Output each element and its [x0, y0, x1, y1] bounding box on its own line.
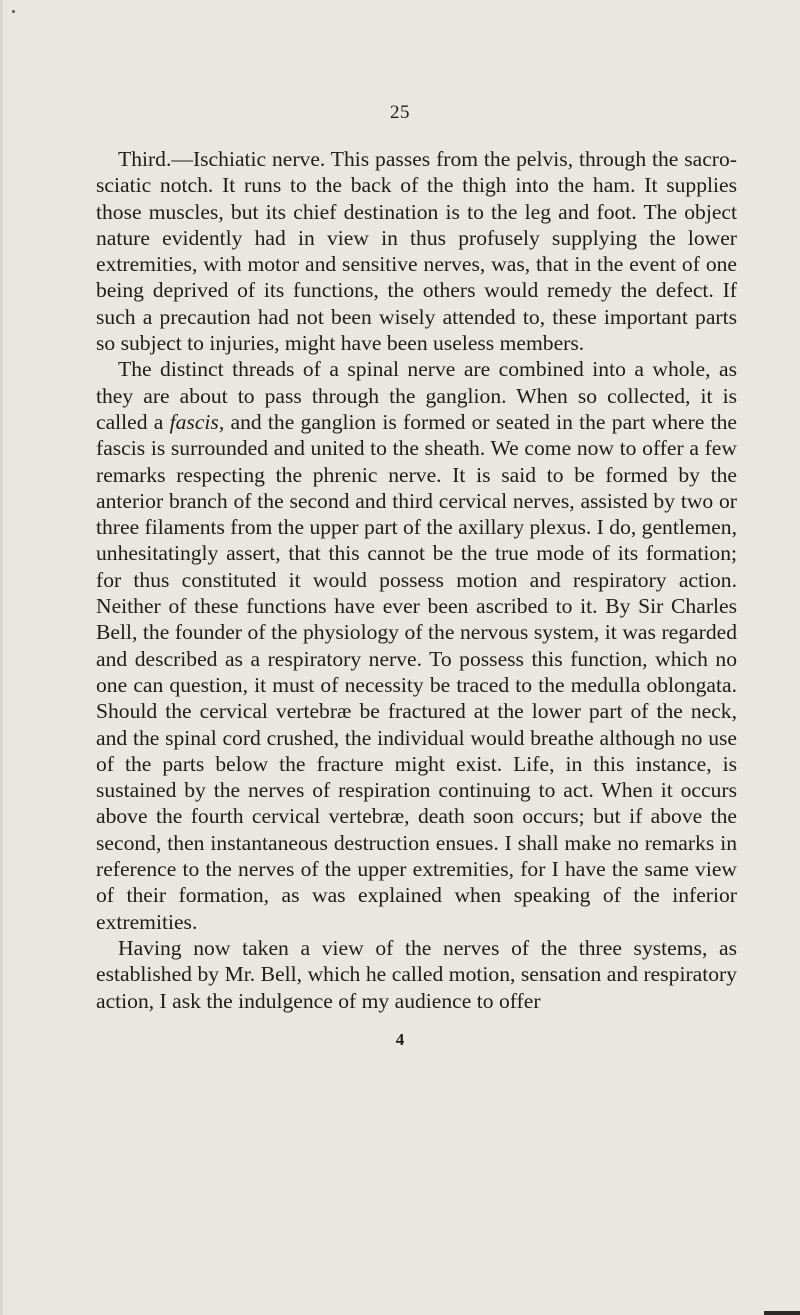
scan-speck	[12, 10, 15, 13]
body-text	[96, 146, 737, 1014]
paragraph-ischiatic-nerve: Third.—Ischiatic nerve. This passes from the pelvis, through the sacro-sciatic notch. It runs to the back of the thigh into the ham. It supplies those muscles, but its chief destination is to the leg and foot. The object nature evidently had in view in thus profusely supplying the lower extremities, with motor and sensitive nerves, was, that in the event of one being deprived of its functions, the others would remedy the defect. If such a precaution had not been wisely attended to, these important parts so subject to injuries, might have been useless members.	[96, 147, 737, 356]
signature-mark: 4	[395, 1030, 405, 1049]
page-edge-mark	[764, 1311, 800, 1315]
page-number: 25	[390, 102, 410, 123]
paragraph-three-systems: Having now taken a view of the nerves of the three systems, as established by Mr. Bell, which he called motion, sensation and respiratory action, I ask the indulgence of my audience to offer	[96, 935, 737, 1013]
italic-term-fascis: fascis,	[169, 409, 225, 434]
paragraph-phrenic-nerve-rest: and the ganglion is formed or seated in the part where the fascis is surrounded and united to the sheath. We come now to offer a few remarks respecting the phrenic nerve. It is said to be formed by the anterior branch of the second and third cervical nerves, assisted by two or three filaments from the upper part of the axillary plexus. I do, gentlemen, unhesitatingly assert, that this cannot be the true mode of its formation; for thus constituted it would possess motion and respiratory action. Neither of these functions have ever been ascribed to it. By Sir Charles Bell, the founder of the physiology of the nervous system, it was regarded and described as a respiratory nerve. To possess this function, which no one can question, it must of necessity be traced to the medulla oblongata. Should the cervical vertebræ be fractured at the lower part of the neck, and the spinal cord crushed, the individual would breathe although no use of the parts below the fracture might exist. Life, in this instance, is sustained by the nerves of respiration continuing to act. When it occurs above the fourth cervical vertebræ, death soon occurs; but if above the second, then instantaneous destruction ensues. I shall make no remarks in reference to the nerves of the upper extremities, for I have the same view of their formation, as was explained when speaking of the inferior extremities.	[96, 409, 738, 934]
page-edge-shadow	[0, 0, 3, 1315]
paragraph-phrenic-nerve	[96, 356, 737, 935]
paragraph-phrenic-nerve-start: The distinct threads of a spinal nerve are combined into a whole, as they are about to pass through the ganglion. When so collected, it is called a	[96, 357, 737, 434]
